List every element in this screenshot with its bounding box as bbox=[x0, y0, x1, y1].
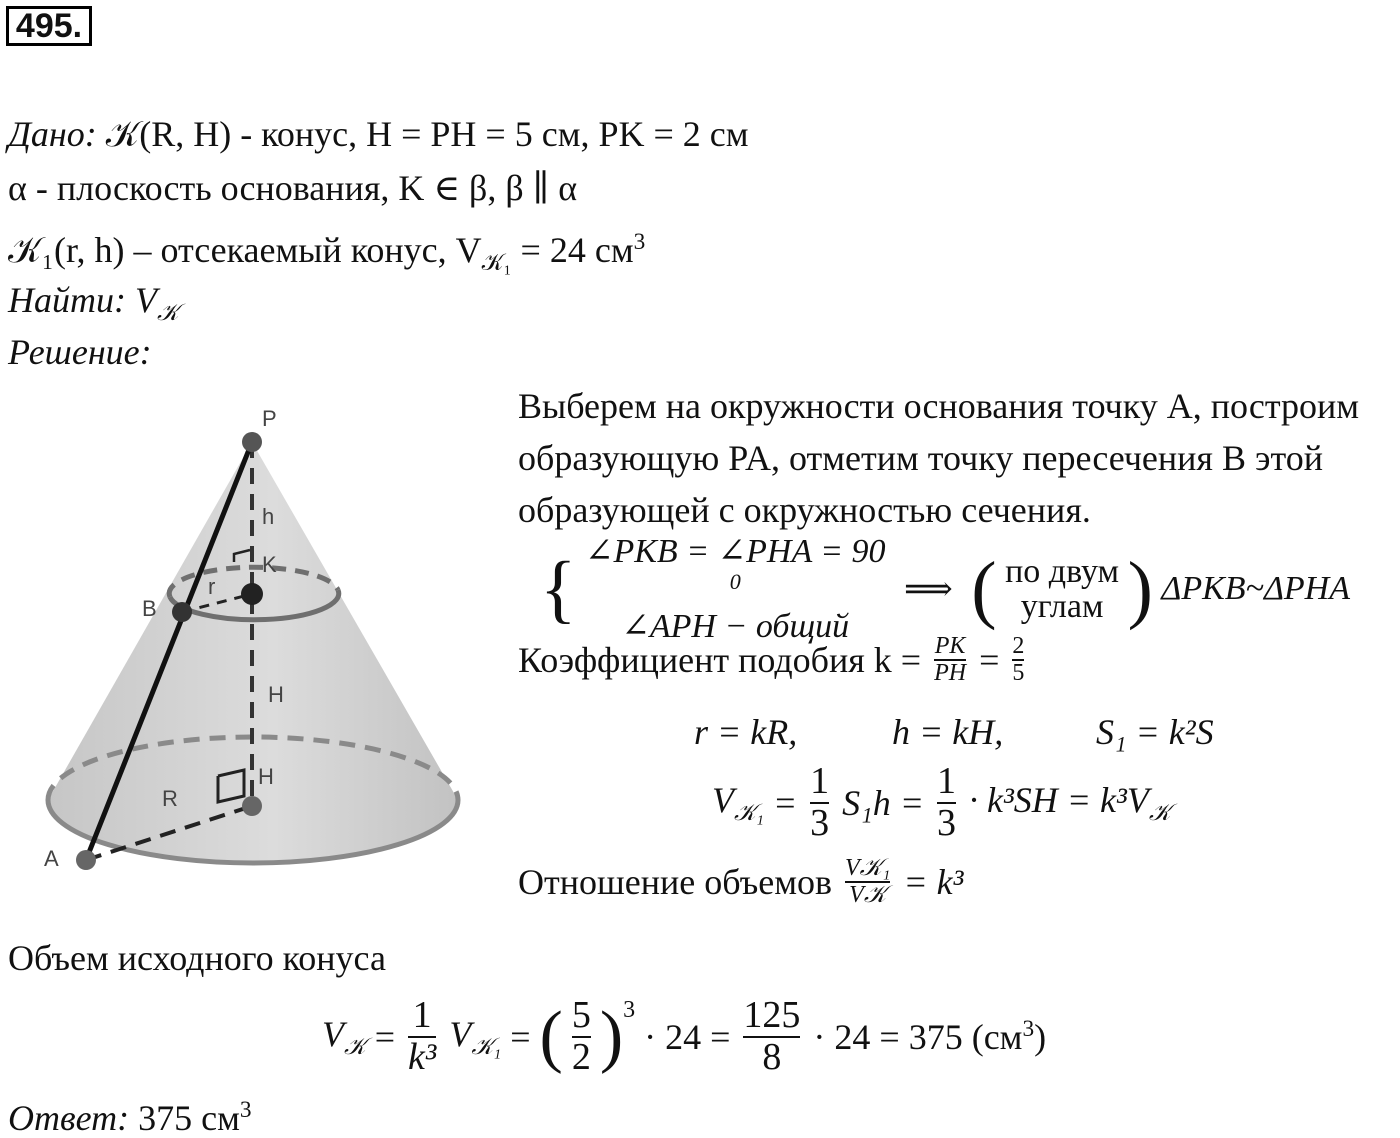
sv-frac-2-num: 1 bbox=[936, 760, 956, 802]
ff-frac-2-den: 8 bbox=[743, 1036, 800, 1078]
point-P bbox=[242, 432, 262, 452]
find-label: Найти: bbox=[8, 280, 126, 320]
ff-paren-den: 2 bbox=[571, 1035, 591, 1078]
label-H-point: H bbox=[258, 764, 274, 789]
ratio-line bbox=[518, 856, 963, 908]
label-r: r bbox=[208, 574, 216, 599]
system-eq-1: ∠PKB = ∠PHA = 90 bbox=[584, 533, 886, 570]
find-value-sub: 𝒦 bbox=[156, 300, 179, 327]
text-line-2: образующую PA, отметим точку пересечения B этой bbox=[518, 438, 1323, 478]
ff-close: ) bbox=[1034, 1016, 1047, 1057]
similarity-result: ΔPKB~ΔPHA bbox=[1161, 570, 1350, 608]
ff-lhs: V bbox=[322, 1013, 344, 1054]
sv-frac-2 bbox=[937, 762, 956, 844]
implies-sign: ⟹ bbox=[904, 571, 953, 609]
sv-mid: S₁h = bbox=[842, 782, 924, 823]
coef-label: Коэффициент подобия k = bbox=[518, 640, 922, 681]
point-B bbox=[172, 602, 192, 622]
ratio-label: Отношение объемов bbox=[518, 862, 832, 903]
cone-figure bbox=[0, 400, 500, 890]
sv-lhs-sub: 𝒦₁ bbox=[734, 799, 764, 826]
given-line-1 bbox=[8, 114, 749, 154]
answer-exp: 3 bbox=[239, 1097, 252, 1123]
given-text-1: 𝒦(R, H) - конус, H = PH = 5 см, PK = 2 см bbox=[105, 114, 749, 154]
ff-paren-frac bbox=[572, 996, 591, 1078]
sv-eq: = bbox=[772, 782, 798, 823]
coef-eq: = bbox=[979, 640, 1000, 681]
label-P: P bbox=[262, 406, 277, 431]
ff-eq-1: = bbox=[374, 1016, 396, 1057]
point-H bbox=[242, 796, 262, 816]
ff-frac-1 bbox=[408, 996, 436, 1078]
sv-frac-2-den: 3 bbox=[936, 801, 956, 844]
ff-eq-2: = bbox=[510, 1016, 531, 1057]
sv-tail: · k³SH = k³V bbox=[968, 779, 1149, 820]
coef-num-2: 2 bbox=[1012, 633, 1025, 659]
coef-frac-2 bbox=[1012, 634, 1024, 686]
given-text-3-sub: 𝒦₁ bbox=[481, 250, 512, 277]
ff-frac-1-num: 1 bbox=[412, 994, 432, 1036]
ratio-num: V𝒦₁ bbox=[845, 855, 891, 881]
point-K bbox=[241, 583, 263, 605]
given-text-2: α - плоскость основания, K ∈ β, β ∥ α bbox=[8, 168, 578, 208]
paren-right: ) bbox=[1127, 547, 1153, 632]
small-volume-formula bbox=[712, 762, 1171, 844]
ff-frac-1-den: k³ bbox=[408, 1035, 437, 1078]
ff-paren-exp: 3 bbox=[623, 997, 636, 1024]
orig-volume-label: Объем исходного конуса bbox=[8, 938, 386, 978]
system-brace: { bbox=[540, 547, 577, 632]
given-line-3 bbox=[8, 222, 645, 283]
answer-line bbox=[8, 1090, 252, 1138]
ff-v-sub: 𝒦₁ bbox=[471, 1033, 502, 1060]
label-B: B bbox=[142, 596, 157, 621]
criterion-bottom: углам bbox=[1020, 588, 1104, 626]
sv-lhs: V bbox=[712, 779, 734, 820]
coefficient-line bbox=[518, 634, 1028, 686]
answer-label: Ответ: bbox=[8, 1098, 130, 1138]
ff-v: V bbox=[449, 1013, 472, 1054]
given-text-3a: 𝒦₁(r, h) – отсекаемый конус, V bbox=[8, 230, 482, 270]
criterion-top: по двум bbox=[1005, 552, 1120, 590]
similarity-system bbox=[540, 534, 1350, 644]
given-line-2 bbox=[8, 168, 577, 208]
system-equations bbox=[585, 534, 886, 644]
ff-frac-2-num: 125 bbox=[743, 994, 801, 1036]
coef-frac-1 bbox=[934, 634, 966, 686]
label-R: R bbox=[162, 786, 178, 811]
sv-tail-sub: 𝒦 bbox=[1148, 799, 1171, 826]
ratio-frac bbox=[845, 856, 890, 908]
sv-frac-1-den: 3 bbox=[810, 801, 830, 844]
relation-r: r = kR, bbox=[694, 712, 798, 752]
ff-paren-num: 5 bbox=[571, 994, 591, 1036]
final-formula bbox=[322, 996, 1046, 1078]
ratio-den: V𝒦 bbox=[845, 881, 890, 908]
ff-paren-left: ( bbox=[539, 997, 563, 1075]
system-eq-1-exp: 0 bbox=[729, 568, 741, 594]
coef-den-1: PH bbox=[934, 660, 967, 687]
ff-unit-exp: 3 bbox=[1022, 1015, 1035, 1042]
problem-number: 495. bbox=[6, 6, 92, 46]
solution-label: Решение: bbox=[8, 332, 152, 372]
ff-mul-2: · 24 = 375 (см bbox=[813, 1016, 1023, 1057]
label-H-segment: H bbox=[268, 682, 284, 707]
label-A: A bbox=[44, 846, 59, 871]
find-value: V bbox=[134, 280, 157, 320]
label-h: h bbox=[262, 504, 275, 529]
answer-value: 375 см bbox=[138, 1098, 240, 1138]
given-label: Дано: bbox=[8, 114, 97, 154]
system-eq-2: ∠APH − общий bbox=[621, 607, 850, 645]
given-text-3b: = 24 см bbox=[511, 230, 634, 270]
relation-s: S₁ = k²S bbox=[1096, 712, 1214, 752]
paren-left: ( bbox=[971, 547, 997, 632]
coef-num-1: PK bbox=[934, 633, 966, 659]
ff-paren-right: ) bbox=[599, 997, 624, 1075]
similarity-criterion bbox=[1005, 554, 1119, 625]
label-K: K bbox=[262, 552, 277, 577]
point-A bbox=[76, 850, 96, 870]
ff-lhs-sub: 𝒦 bbox=[344, 1033, 366, 1060]
ff-mul-1: · 24 = bbox=[644, 1016, 731, 1057]
text-line-1: Выберем на окружности основания точку A, построим bbox=[518, 386, 1360, 426]
given-text-3-exp: 3 bbox=[633, 229, 646, 255]
coef-den-2: 5 bbox=[1012, 660, 1025, 687]
ff-frac-2 bbox=[743, 996, 800, 1078]
sv-frac-1-num: 1 bbox=[810, 760, 830, 802]
relation-h: h = kH, bbox=[892, 712, 1004, 752]
text-line-3: образующей с окружностью сечения. bbox=[518, 490, 1091, 530]
find-line bbox=[8, 280, 179, 333]
sv-frac-1 bbox=[810, 762, 829, 844]
ratio-rhs: = k³ bbox=[903, 862, 964, 903]
